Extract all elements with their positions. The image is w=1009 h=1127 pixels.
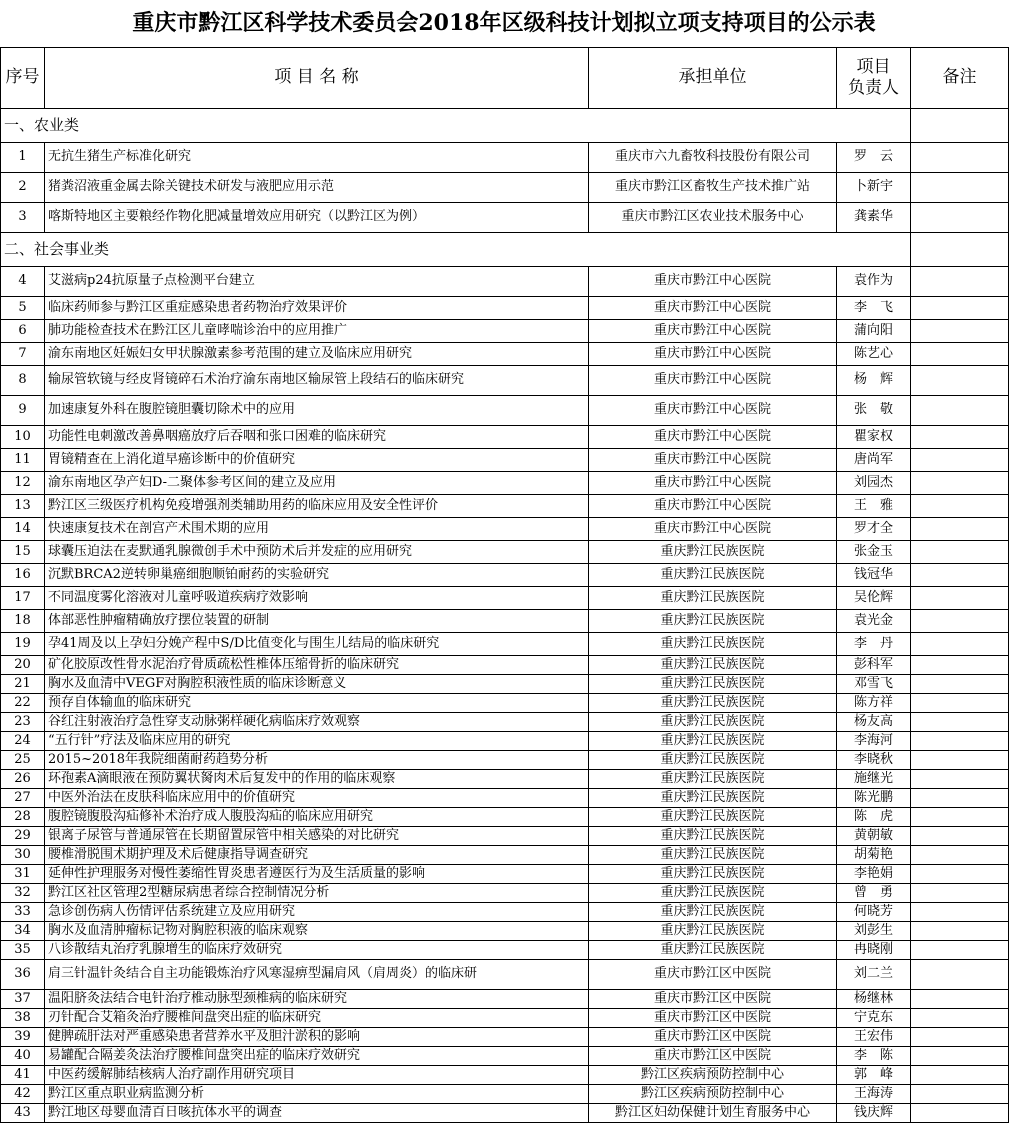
row-number: 38 bbox=[1, 1009, 45, 1028]
table-row bbox=[1, 203, 1009, 233]
remark-cell bbox=[911, 396, 1009, 426]
project-lead: 李晓秋 bbox=[837, 751, 911, 770]
remark-cell bbox=[911, 941, 1009, 960]
table-row bbox=[1, 564, 1009, 587]
row-number: 18 bbox=[1, 610, 45, 633]
remark-cell bbox=[911, 633, 1009, 656]
project-name: 腹腔镜腹股沟疝修补术治疗成人腹股沟疝的临床应用研究 bbox=[45, 808, 589, 827]
undertaking-unit: 重庆市黔江中心医院 bbox=[589, 267, 837, 297]
undertaking-unit: 重庆市黔江中心医院 bbox=[589, 297, 837, 320]
table-row bbox=[1, 143, 1009, 173]
undertaking-unit: 重庆黔江民族医院 bbox=[589, 770, 837, 789]
row-number: 22 bbox=[1, 694, 45, 713]
row-number: 4 bbox=[1, 267, 45, 297]
remark-cell bbox=[911, 884, 1009, 903]
row-number: 3 bbox=[1, 203, 45, 233]
remark-cell bbox=[911, 990, 1009, 1009]
remark-cell bbox=[911, 1066, 1009, 1085]
project-lead: 罗 云 bbox=[837, 143, 911, 173]
table-row bbox=[1, 1028, 1009, 1047]
table-row bbox=[1, 865, 1009, 884]
remark-cell bbox=[911, 366, 1009, 396]
header-note: 备注 bbox=[911, 48, 1009, 109]
project-name: 胸水及血清中VEGF对胸腔积液性质的临床诊断意义 bbox=[45, 675, 589, 694]
project-lead: 杨 辉 bbox=[837, 366, 911, 396]
row-number: 28 bbox=[1, 808, 45, 827]
remark-cell bbox=[911, 656, 1009, 675]
project-name: 八诊散结丸治疗乳腺增生的临床疗效研究 bbox=[45, 941, 589, 960]
undertaking-unit: 重庆市黔江区中医院 bbox=[589, 1047, 837, 1066]
project-lead: 曾 勇 bbox=[837, 884, 911, 903]
project-name: 矿化胶原改性骨水泥治疗骨质疏松性椎体压缩骨折的临床研究 bbox=[45, 656, 589, 675]
section-note-cell bbox=[911, 109, 1009, 143]
undertaking-unit: 重庆黔江民族医院 bbox=[589, 675, 837, 694]
project-lead: 施继光 bbox=[837, 770, 911, 789]
row-number: 23 bbox=[1, 713, 45, 732]
undertaking-unit: 重庆黔江民族医院 bbox=[589, 564, 837, 587]
header-name: 项 目 名 称 bbox=[45, 48, 589, 109]
project-lead: 张金玉 bbox=[837, 541, 911, 564]
remark-cell bbox=[911, 789, 1009, 808]
remark-cell bbox=[911, 903, 1009, 922]
table-row bbox=[1, 713, 1009, 732]
project-lead: 李 飞 bbox=[837, 297, 911, 320]
table-row bbox=[1, 173, 1009, 203]
row-number: 33 bbox=[1, 903, 45, 922]
remark-cell bbox=[911, 770, 1009, 789]
row-number: 31 bbox=[1, 865, 45, 884]
project-name: 黔江区三级医疗机构免疫增强剂类辅助用药的临床应用及安全性评价 bbox=[45, 495, 589, 518]
project-name: 猪粪沼液重金属去除关键技术研发与液肥应用示范 bbox=[45, 173, 589, 203]
remark-cell bbox=[911, 610, 1009, 633]
header-no: 序号 bbox=[1, 48, 45, 109]
row-number: 34 bbox=[1, 922, 45, 941]
undertaking-unit: 重庆黔江民族医院 bbox=[589, 827, 837, 846]
table-row bbox=[1, 846, 1009, 865]
project-lead: 陈方祥 bbox=[837, 694, 911, 713]
remark-cell bbox=[911, 518, 1009, 541]
remark-cell bbox=[911, 827, 1009, 846]
project-name: 功能性电刺激改善鼻咽癌放疗后吞咽和张口困难的临床研究 bbox=[45, 426, 589, 449]
table-row bbox=[1, 751, 1009, 770]
project-name: 艾滋病p24抗原量子点检测平台建立 bbox=[45, 267, 589, 297]
project-name: 黔江区社区管理2型糖尿病患者综合控制情况分析 bbox=[45, 884, 589, 903]
undertaking-unit: 重庆市黔江中心医院 bbox=[589, 518, 837, 541]
undertaking-unit: 重庆黔江民族医院 bbox=[589, 751, 837, 770]
table-row bbox=[1, 426, 1009, 449]
row-number: 9 bbox=[1, 396, 45, 426]
remark-cell bbox=[911, 173, 1009, 203]
undertaking-unit: 黔江区疾病预防控制中心 bbox=[589, 1085, 837, 1104]
remark-cell bbox=[911, 865, 1009, 884]
undertaking-unit: 重庆黔江民族医院 bbox=[589, 587, 837, 610]
project-lead: 李 陈 bbox=[837, 1047, 911, 1066]
undertaking-unit: 重庆黔江民族医院 bbox=[589, 903, 837, 922]
remark-cell bbox=[911, 587, 1009, 610]
remark-cell bbox=[911, 343, 1009, 366]
undertaking-unit: 重庆市黔江中心医院 bbox=[589, 396, 837, 426]
remark-cell bbox=[911, 1104, 1009, 1123]
remark-cell bbox=[911, 203, 1009, 233]
project-lead: 杨继林 bbox=[837, 990, 911, 1009]
row-number: 11 bbox=[1, 449, 45, 472]
project-lead: 卜新宇 bbox=[837, 173, 911, 203]
project-name: 延伸性护理服务对慢性萎缩性胃炎患者遵医行为及生活质量的影响 bbox=[45, 865, 589, 884]
project-name: 肺功能检查技术在黔江区儿童哮喘诊治中的应用推广 bbox=[45, 320, 589, 343]
row-number: 17 bbox=[1, 587, 45, 610]
table-row bbox=[1, 495, 1009, 518]
sheet-title: 重庆市黔江区科学技术委员会2018年区级科技计划拟立项支持项目的公示表 bbox=[132, 10, 876, 36]
remark-cell bbox=[911, 564, 1009, 587]
header-lead-line2: 负责人 bbox=[848, 78, 899, 98]
table-row bbox=[1, 732, 1009, 751]
project-name: 胃镜精查在上消化道早癌诊断中的价值研究 bbox=[45, 449, 589, 472]
project-name: 中医外治法在皮肤科临床应用中的价值研究 bbox=[45, 789, 589, 808]
undertaking-unit: 重庆市黔江中心医院 bbox=[589, 343, 837, 366]
table-row bbox=[1, 366, 1009, 396]
remark-cell bbox=[911, 751, 1009, 770]
project-lead: 李艳娟 bbox=[837, 865, 911, 884]
project-name: 渝东南地区妊娠妇女甲状腺激素参考范围的建立及临床应用研究 bbox=[45, 343, 589, 366]
project-name: 肩三针温针灸结合自主功能锻炼治疗风寒湿痹型漏肩风（肩周炎）的临床研 bbox=[45, 960, 589, 990]
project-lead: 陈艺心 bbox=[837, 343, 911, 366]
project-name: 孕41周及以上孕妇分娩产程中S/D比值变化与围生儿结局的临床研究 bbox=[45, 633, 589, 656]
table-row bbox=[1, 656, 1009, 675]
table-row bbox=[1, 675, 1009, 694]
project-name: 2015~2018年我院细菌耐药趋势分析 bbox=[45, 751, 589, 770]
undertaking-unit: 重庆黔江民族医院 bbox=[589, 789, 837, 808]
remark-cell bbox=[911, 960, 1009, 990]
table-row bbox=[1, 922, 1009, 941]
project-lead: 唐尚军 bbox=[837, 449, 911, 472]
header-row bbox=[1, 48, 1009, 109]
table-row bbox=[1, 320, 1009, 343]
table-row bbox=[1, 610, 1009, 633]
project-lead: 李 丹 bbox=[837, 633, 911, 656]
undertaking-unit: 黔江区疾病预防控制中心 bbox=[589, 1066, 837, 1085]
table-row bbox=[1, 343, 1009, 366]
remark-cell bbox=[911, 1028, 1009, 1047]
project-lead: 龚素华 bbox=[837, 203, 911, 233]
undertaking-unit: 重庆黔江民族医院 bbox=[589, 732, 837, 751]
project-name: 临床药师参与黔江区重症感染患者药物治疗效果评价 bbox=[45, 297, 589, 320]
remark-cell bbox=[911, 426, 1009, 449]
row-number: 7 bbox=[1, 343, 45, 366]
project-name: 快速康复技术在剖宫产术围术期的应用 bbox=[45, 518, 589, 541]
remark-cell bbox=[911, 713, 1009, 732]
remark-cell bbox=[911, 495, 1009, 518]
project-table bbox=[0, 47, 1009, 1123]
project-name: 银离子尿管与普通尿管在长期留置尿管中相关感染的对比研究 bbox=[45, 827, 589, 846]
row-number: 8 bbox=[1, 366, 45, 396]
row-number: 37 bbox=[1, 990, 45, 1009]
undertaking-unit: 重庆市黔江区中医院 bbox=[589, 1028, 837, 1047]
undertaking-unit: 重庆市黔江区中医院 bbox=[589, 990, 837, 1009]
project-name: 温阳脐灸法结合电针治疗椎动脉型颈椎病的临床研究 bbox=[45, 990, 589, 1009]
section-row bbox=[1, 109, 1009, 143]
project-lead: 袁光金 bbox=[837, 610, 911, 633]
table-row bbox=[1, 960, 1009, 990]
row-number: 27 bbox=[1, 789, 45, 808]
project-name: 腰椎滑脱围术期护理及术后健康指导调查研究 bbox=[45, 846, 589, 865]
header-lead bbox=[837, 48, 911, 109]
row-number: 43 bbox=[1, 1104, 45, 1123]
project-name: 不同温度雾化溶液对儿童呼吸道疾病疗效影响 bbox=[45, 587, 589, 610]
row-number: 2 bbox=[1, 173, 45, 203]
project-name: 沉默BRCA2逆转卵巢癌细胞顺铂耐药的实验研究 bbox=[45, 564, 589, 587]
project-lead: 胡菊艳 bbox=[837, 846, 911, 865]
row-number: 41 bbox=[1, 1066, 45, 1085]
undertaking-unit: 重庆市黔江中心医院 bbox=[589, 366, 837, 396]
remark-cell bbox=[911, 143, 1009, 173]
table-row bbox=[1, 770, 1009, 789]
header-lead-line1: 项目 bbox=[856, 56, 891, 77]
project-lead: 钱冠华 bbox=[837, 564, 911, 587]
project-name: 加速康复外科在腹腔镜胆囊切除术中的应用 bbox=[45, 396, 589, 426]
undertaking-unit: 重庆市黔江区中医院 bbox=[589, 1009, 837, 1028]
project-lead: 袁作为 bbox=[837, 267, 911, 297]
undertaking-unit: 重庆黔江民族医院 bbox=[589, 633, 837, 656]
project-name: 无抗生猪生产标准化研究 bbox=[45, 143, 589, 173]
row-number: 26 bbox=[1, 770, 45, 789]
table-row bbox=[1, 1085, 1009, 1104]
project-name: 中医药缓解肺结核病人治疗副作用研究项目 bbox=[45, 1066, 589, 1085]
project-name: 急诊创伤病人伤情评估系统建立及应用研究 bbox=[45, 903, 589, 922]
remark-cell bbox=[911, 732, 1009, 751]
undertaking-unit: 重庆黔江民族医院 bbox=[589, 656, 837, 675]
remark-cell bbox=[911, 472, 1009, 495]
row-number: 20 bbox=[1, 656, 45, 675]
undertaking-unit: 重庆市黔江区农业技术服务中心 bbox=[589, 203, 837, 233]
project-name: 体部恶性肿瘤精确放疗摆位装置的研制 bbox=[45, 610, 589, 633]
undertaking-unit: 重庆市黔江中心医院 bbox=[589, 426, 837, 449]
project-lead: 吴伦辉 bbox=[837, 587, 911, 610]
undertaking-unit: 重庆市黔江区中医院 bbox=[589, 960, 837, 990]
undertaking-unit: 黔江区妇幼保健计划生育服务中心 bbox=[589, 1104, 837, 1123]
table-row bbox=[1, 941, 1009, 960]
project-lead: 钱庆辉 bbox=[837, 1104, 911, 1123]
project-lead: 王 雅 bbox=[837, 495, 911, 518]
project-lead: 瞿家权 bbox=[837, 426, 911, 449]
row-number: 25 bbox=[1, 751, 45, 770]
project-lead: 黄朝敏 bbox=[837, 827, 911, 846]
table-row bbox=[1, 903, 1009, 922]
table-row bbox=[1, 297, 1009, 320]
project-name: 黔江地区母婴血清百日咳抗体水平的调查 bbox=[45, 1104, 589, 1123]
undertaking-unit: 重庆黔江民族医院 bbox=[589, 941, 837, 960]
undertaking-unit: 重庆黔江民族医院 bbox=[589, 922, 837, 941]
table-row bbox=[1, 541, 1009, 564]
remark-cell bbox=[911, 297, 1009, 320]
row-number: 35 bbox=[1, 941, 45, 960]
row-number: 24 bbox=[1, 732, 45, 751]
table-row bbox=[1, 1066, 1009, 1085]
table-row bbox=[1, 518, 1009, 541]
project-name: 易罐配合隔姜灸法治疗腰椎间盘突出症的临床疗效研究 bbox=[45, 1047, 589, 1066]
project-lead: 宁克东 bbox=[837, 1009, 911, 1028]
remark-cell bbox=[911, 1085, 1009, 1104]
table-row bbox=[1, 267, 1009, 297]
project-lead: 冉晓刚 bbox=[837, 941, 911, 960]
section-note-cell bbox=[911, 233, 1009, 267]
project-lead: 王海涛 bbox=[837, 1085, 911, 1104]
undertaking-unit: 重庆黔江民族医院 bbox=[589, 694, 837, 713]
table-row bbox=[1, 1104, 1009, 1123]
row-number: 6 bbox=[1, 320, 45, 343]
row-number: 30 bbox=[1, 846, 45, 865]
row-number: 19 bbox=[1, 633, 45, 656]
undertaking-unit: 重庆黔江民族医院 bbox=[589, 541, 837, 564]
row-number: 21 bbox=[1, 675, 45, 694]
row-number: 14 bbox=[1, 518, 45, 541]
table-row bbox=[1, 884, 1009, 903]
table-row bbox=[1, 1047, 1009, 1066]
project-lead: 刘彭生 bbox=[837, 922, 911, 941]
project-lead: 蒲向阳 bbox=[837, 320, 911, 343]
project-name: 输尿管软镜与经皮肾镜碎石术治疗渝东南地区输尿管上段结石的临床研究 bbox=[45, 366, 589, 396]
row-number: 39 bbox=[1, 1028, 45, 1047]
undertaking-unit: 重庆市黔江中心医院 bbox=[589, 472, 837, 495]
remark-cell bbox=[911, 1009, 1009, 1028]
project-name: 喀斯特地区主要粮经作物化肥减量增效应用研究（以黔江区为例） bbox=[45, 203, 589, 233]
project-lead: 何晓芳 bbox=[837, 903, 911, 922]
row-number: 29 bbox=[1, 827, 45, 846]
table-row bbox=[1, 694, 1009, 713]
project-name: “五行针”疗法及临床应用的研究 bbox=[45, 732, 589, 751]
row-number: 10 bbox=[1, 426, 45, 449]
project-lead: 罗才全 bbox=[837, 518, 911, 541]
table-row bbox=[1, 472, 1009, 495]
undertaking-unit: 重庆市黔江中心医院 bbox=[589, 320, 837, 343]
project-lead: 彭科军 bbox=[837, 656, 911, 675]
table-row bbox=[1, 1009, 1009, 1028]
undertaking-unit: 重庆黔江民族医院 bbox=[589, 884, 837, 903]
project-name: 健脾疏肝法对严重感染患者营养水平及胆汁淤积的影响 bbox=[45, 1028, 589, 1047]
table-row bbox=[1, 827, 1009, 846]
undertaking-unit: 重庆黔江民族医院 bbox=[589, 808, 837, 827]
undertaking-unit: 重庆黔江民族医院 bbox=[589, 865, 837, 884]
undertaking-unit: 重庆黔江民族医院 bbox=[589, 846, 837, 865]
remark-cell bbox=[911, 320, 1009, 343]
project-lead: 杨友高 bbox=[837, 713, 911, 732]
undertaking-unit: 重庆市黔江区畜牧生产技术推广站 bbox=[589, 173, 837, 203]
project-name: 胸水及血清肿瘤标记物对胸腔积液的临床观察 bbox=[45, 922, 589, 941]
row-number: 5 bbox=[1, 297, 45, 320]
table-row bbox=[1, 789, 1009, 808]
remark-cell bbox=[911, 267, 1009, 297]
row-number: 16 bbox=[1, 564, 45, 587]
section-label: 二、社会事业类 bbox=[1, 233, 911, 267]
remark-cell bbox=[911, 541, 1009, 564]
project-name: 球囊压迫法在麦默通乳腺微创手术中预防术后并发症的应用研究 bbox=[45, 541, 589, 564]
project-name: 渝东南地区孕产妇D-二聚体参考区间的建立及应用 bbox=[45, 472, 589, 495]
undertaking-unit: 重庆黔江民族医院 bbox=[589, 713, 837, 732]
project-lead: 李海河 bbox=[837, 732, 911, 751]
undertaking-unit: 重庆市黔江中心医院 bbox=[589, 495, 837, 518]
table-row bbox=[1, 449, 1009, 472]
project-lead: 张 敬 bbox=[837, 396, 911, 426]
row-number: 40 bbox=[1, 1047, 45, 1066]
project-lead: 刘二兰 bbox=[837, 960, 911, 990]
project-name: 黔江区重点职业病监测分析 bbox=[45, 1085, 589, 1104]
row-number: 42 bbox=[1, 1085, 45, 1104]
remark-cell bbox=[911, 808, 1009, 827]
project-lead: 陈 虎 bbox=[837, 808, 911, 827]
undertaking-unit: 重庆市黔江中心医院 bbox=[589, 449, 837, 472]
project-name: 谷红注射液治疗急性穿支动脉粥样硬化病临床疗效观察 bbox=[45, 713, 589, 732]
project-lead: 刘园杰 bbox=[837, 472, 911, 495]
project-name: 环孢素A滴眼液在预防翼状胬肉术后复发中的作用的临床观察 bbox=[45, 770, 589, 789]
remark-cell bbox=[911, 675, 1009, 694]
row-number: 36 bbox=[1, 960, 45, 990]
section-label: 一、农业类 bbox=[1, 109, 911, 143]
undertaking-unit: 重庆市六九畜牧科技股份有限公司 bbox=[589, 143, 837, 173]
row-number: 1 bbox=[1, 143, 45, 173]
remark-cell bbox=[911, 922, 1009, 941]
project-lead: 郭 峰 bbox=[837, 1066, 911, 1085]
table-row bbox=[1, 587, 1009, 610]
remark-cell bbox=[911, 846, 1009, 865]
undertaking-unit: 重庆黔江民族医院 bbox=[589, 610, 837, 633]
section-row bbox=[1, 233, 1009, 267]
table-row bbox=[1, 808, 1009, 827]
table-row bbox=[1, 633, 1009, 656]
remark-cell bbox=[911, 1047, 1009, 1066]
table-row bbox=[1, 990, 1009, 1009]
project-name: 预存自体输血的临床研究 bbox=[45, 694, 589, 713]
row-number: 15 bbox=[1, 541, 45, 564]
project-name: 刃针配合艾箱灸治疗腰椎间盘突出症的临床研究 bbox=[45, 1009, 589, 1028]
row-number: 12 bbox=[1, 472, 45, 495]
project-lead: 陈光鹏 bbox=[837, 789, 911, 808]
project-lead: 邓雪飞 bbox=[837, 675, 911, 694]
row-number: 13 bbox=[1, 495, 45, 518]
project-lead: 王宏伟 bbox=[837, 1028, 911, 1047]
row-number: 32 bbox=[1, 884, 45, 903]
table-row bbox=[1, 396, 1009, 426]
remark-cell bbox=[911, 694, 1009, 713]
header-unit: 承担单位 bbox=[589, 48, 837, 109]
remark-cell bbox=[911, 449, 1009, 472]
